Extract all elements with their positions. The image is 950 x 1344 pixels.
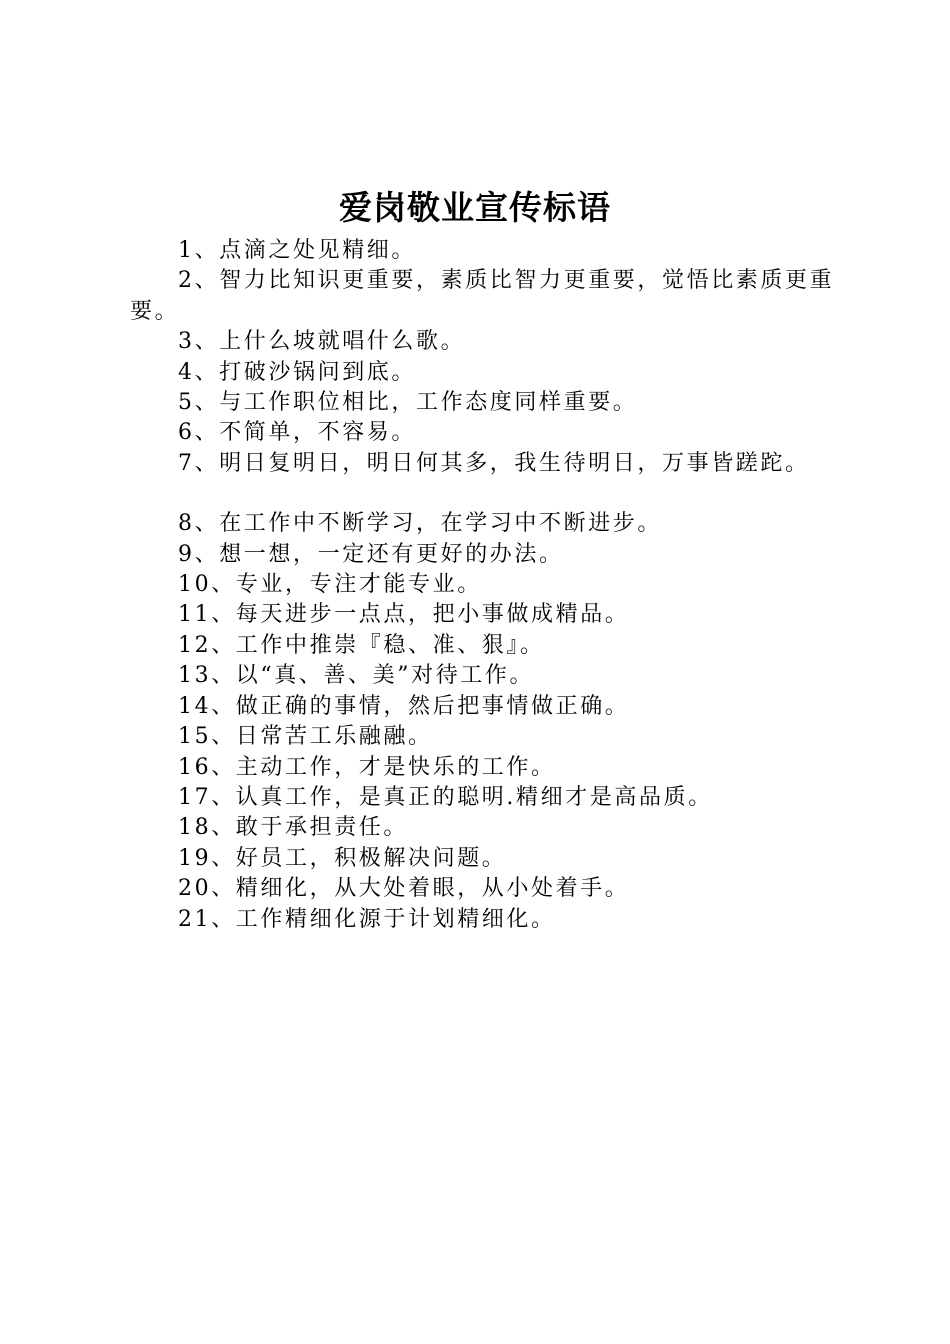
- slogan-item: 3、上什么坡就唱什么歌。: [178, 329, 466, 355]
- slogan-item: 21、工作精细化源于计划精细化。: [178, 906, 556, 932]
- slogan-item: 19、好员工，积极解决问题。: [178, 845, 507, 871]
- slogan-item: 5、与工作职位相比，工作态度同样重要。: [178, 390, 638, 416]
- slogan-item: 11、每天进步一点点，把小事做成精品。: [178, 602, 630, 628]
- slogan-item: 12、工作中推崇『稳、准、狠』。: [178, 632, 545, 658]
- slogan-item: 15、日常苦工乐融融。: [178, 724, 433, 750]
- slogan-item: 18、敢于承担责任。: [178, 815, 408, 841]
- slogan-item: 9、想一想，一定还有更好的办法。: [178, 541, 564, 567]
- document-title: 爱岗敬业宣传标语: [339, 188, 611, 227]
- slogan-item: 13、以“真、善、美”对待工作。: [178, 663, 535, 689]
- slogan-list: [130, 236, 835, 935]
- slogan-item: 7、明日复明日，明日何其多，我生待明日，万事皆蹉跎。: [178, 450, 810, 476]
- slogan-item: 8、在工作中不断学习，在学习中不断进步。: [178, 511, 662, 537]
- slogan-item: 6、不简单，不容易。: [178, 420, 416, 446]
- slogan-item: 10、专业，专注才能专业。: [178, 572, 482, 598]
- slogan-item: 4、打破沙锅问到底。: [178, 359, 416, 385]
- slogan-item: 1、点滴之处见精细。: [178, 238, 416, 263]
- slogan-item: 16、主动工作，才是快乐的工作。: [178, 754, 556, 780]
- slogan-item: 17、认真工作，是真正的聪明.精细才是高品质。: [178, 784, 713, 810]
- slogan-item: 20、精细化，从大处着眼，从小处着手。: [178, 876, 630, 902]
- slogan-item: 14、做正确的事情，然后把事情做正确。: [178, 693, 630, 719]
- paragraph-gap: [130, 479, 835, 509]
- slogan-item: 2、智力比知识更重要，素质比智力更重要，觉悟比素质更重要。: [130, 268, 835, 324]
